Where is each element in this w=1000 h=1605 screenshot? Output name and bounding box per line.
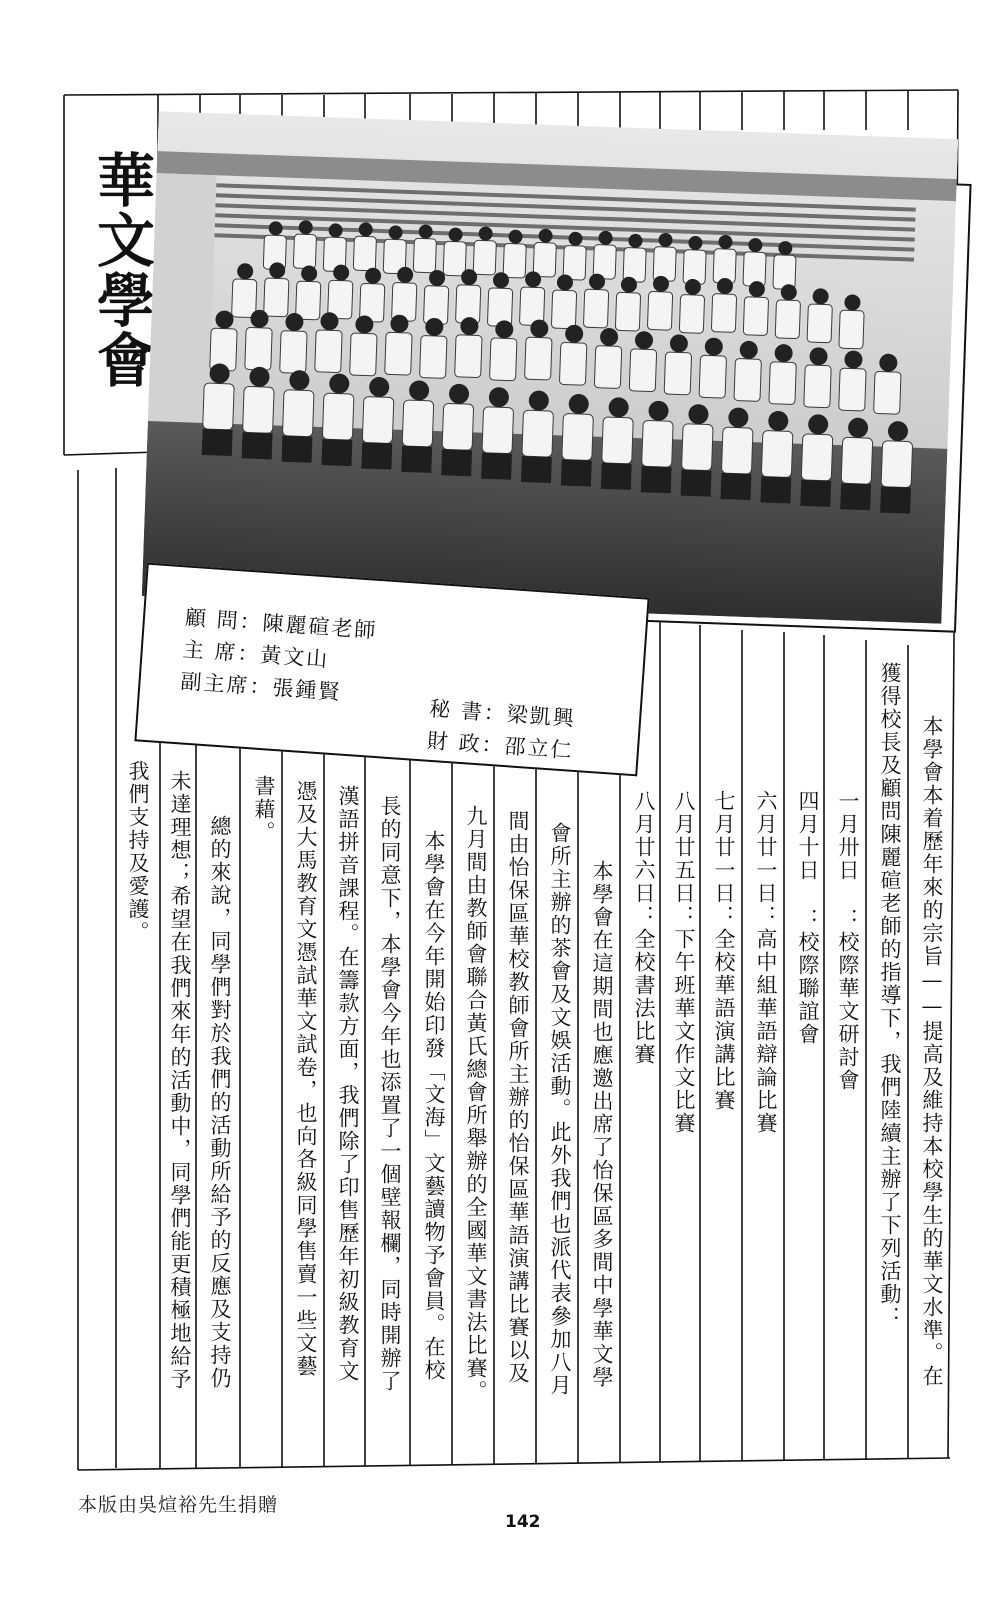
schedule-item: 七月廿一日：全校華語演講比賽 bbox=[712, 790, 736, 1112]
body-column: 本學會本着歷年來的宗旨——提高及維持本校學生的華文水準。在 bbox=[920, 715, 944, 1388]
body-column: 書藉。 bbox=[252, 775, 276, 844]
officer-chairman: 主 席：黃文山 bbox=[182, 637, 331, 672]
officers-box bbox=[134, 563, 649, 777]
body-column: 獲得校長及顧問陳麗碹老師的指導下，我們陸續主辦了下列活動： bbox=[878, 662, 902, 1329]
schedule-item: 八月廿五日：下午班華文作文比賽 bbox=[672, 790, 696, 1135]
group-photo bbox=[142, 111, 958, 624]
schedule-item: 四月十日 ：校際聯誼會 bbox=[796, 790, 820, 1046]
officer-secretary: 秘 書：梁凱興 bbox=[428, 696, 577, 731]
body-column: 間由怡保區華校教師會所主辦的怡保區華語演講比賽以及 bbox=[506, 810, 530, 1385]
body-column: 漢語拼音課程。在籌款方面，我們除了印售歷年初級教育文 bbox=[336, 785, 360, 1383]
page-title: 華文學會 bbox=[87, 150, 155, 390]
body-column: 本學會在今年開始印發「文海」文藝讀物予會員。在校 bbox=[422, 830, 446, 1382]
officer-advisor: 顧 問：陳麗碹老師 bbox=[184, 605, 379, 643]
body-column: 長的同意下，本學會今年也添置了一個壁報欄，同時開辦了 bbox=[378, 795, 402, 1393]
body-column: 未達理想；希望在我們來年的活動中，同學們能更積極地給予 bbox=[168, 770, 192, 1391]
body-column: 九月間由教師會聯合黃氏總會所舉辦的全國華文書法比賽。 bbox=[464, 805, 488, 1403]
schedule-item: 六月廿一日：高中組華語辯論比賽 bbox=[754, 790, 778, 1135]
body-column: 本學會在這期間也應邀出席了怡保區多間中學華文學 bbox=[590, 860, 614, 1389]
officer-vice-chairman: 副主席：張鍾賢 bbox=[179, 669, 343, 705]
body-column: 憑及大馬教育文憑試華文試卷，也向各級同學售賣一些文藝 bbox=[294, 780, 318, 1378]
donor-credit: 本版由吳煊裕先生捐贈 bbox=[78, 1494, 279, 1516]
schedule-item: 八月廿六日：全校書法比賽 bbox=[632, 790, 656, 1066]
officer-treasurer: 財 政：邵立仁 bbox=[426, 728, 575, 763]
body-column: 總的來說，同學們對於我們的活動所給予的反應及支持仍 bbox=[208, 815, 232, 1390]
page-number: 142 bbox=[505, 1512, 541, 1532]
body-column: 我們支持及愛護。 bbox=[126, 760, 150, 944]
body-column: 會所主辦的茶會及文娛活動。此外我們也派代表參加八月 bbox=[548, 822, 572, 1397]
group-photo-image bbox=[142, 111, 958, 624]
schedule-item: 一月卅日 ：校際華文研討會 bbox=[836, 790, 860, 1092]
